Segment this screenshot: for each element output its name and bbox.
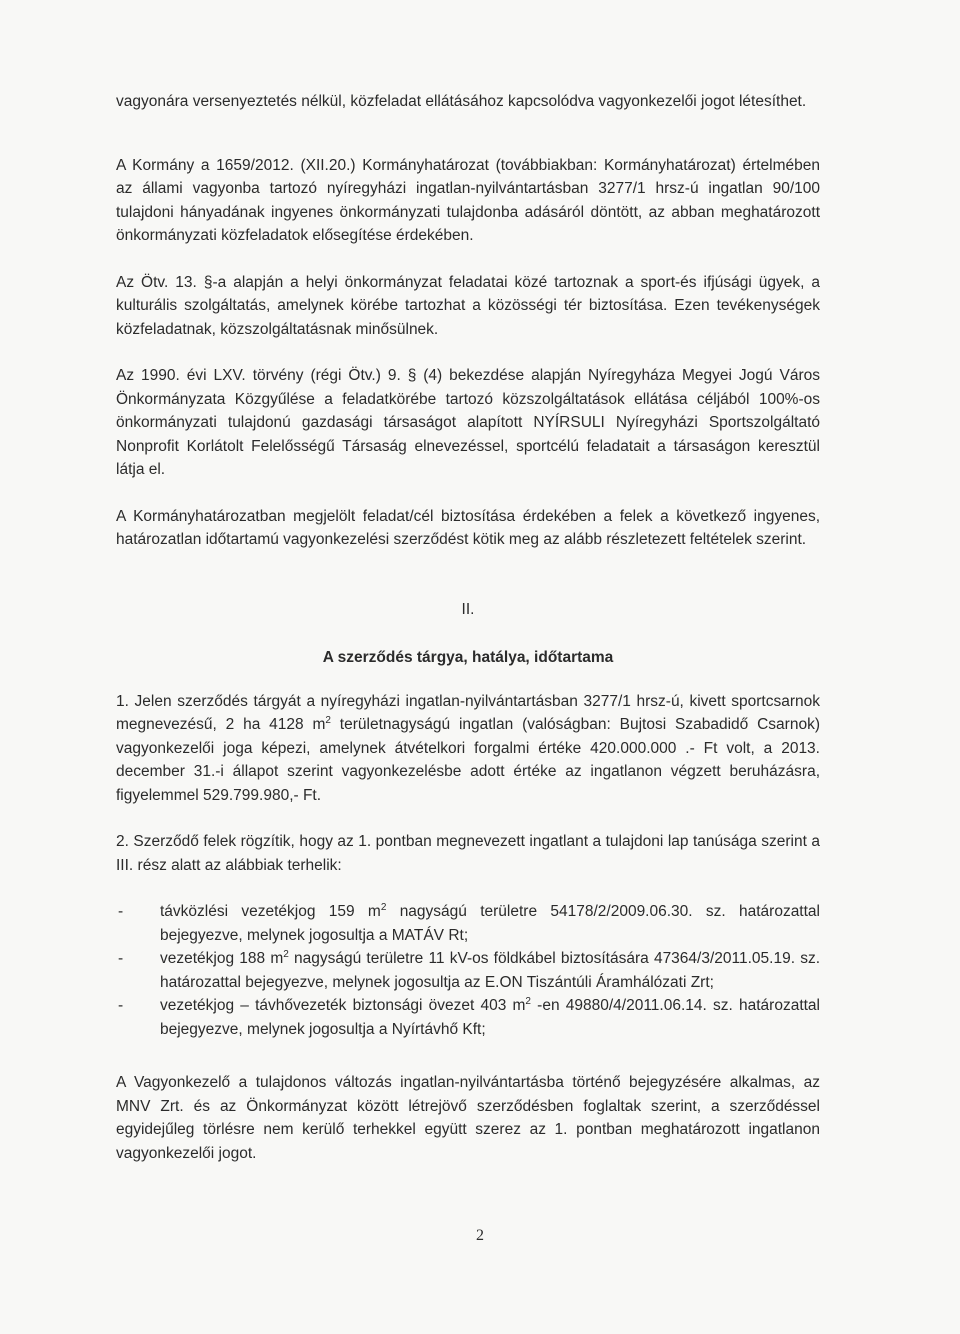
clause-1-sup: 2 xyxy=(325,714,331,726)
paragraph-intro: vagyonára versenyeztetés nélkül, közfeladat ellátásához kapcsolódva vagyonkezelői jogot létesíthet. xyxy=(116,93,807,110)
list-dash: - xyxy=(118,903,124,920)
paragraph-1990-law: Az 1990. évi LXV. törvény (régi Ötv.) 9. § (4) bekezdése alapján Nyíregyháza Megyei Jogú Város Önkormányzata Közgyűlése a feladatkörébe tartozó közszolgáltatások ellátása céljából 100%-os önkormányzati tulajdonú gazdasági társaságot alapított NYÍRSULI Nyíregyházi Sportszolgáltató Nonprofit Korlátolt Felelősségű Társaság elnevezéssel, sportcélú feladatait a társaságon keresztül látja el. xyxy=(116,367,820,478)
list-item: - vezetékjog – távhővezeték biztonsági övezet 403 $m^2$ -en 49880/4/2011.06.14. sz. határozattal bejegyezve, melynek jogosultja a Nyírtávhő Kft; xyxy=(118,995,821,1038)
list-item: - távközlési vezetékjog 159 $m^2$ nagyságú területre 54178/2/2009.06.30. sz. határozattal bejegyezve, melynek jogosultja a MATÁV Rt; xyxy=(118,901,820,944)
paragraph-otv-13: Az Ötv. 13. §-a alapján a helyi önkormányzat feladatai közé tartoznak a sport-és ifjúsági ügyek, a kulturális szolgáltatás, amelynek körébe tartozhat a közösségi tér biztosítása. Ezen tevékenységek közfeladatnak, közszolgáltatásnak minősülnek. xyxy=(116,273,820,338)
clause-1 xyxy=(116,690,820,808)
page-number: 2 xyxy=(476,1227,484,1244)
clause-1-text-b: területnagyságú ingatlan (valóságban: Bujtosi Szabadidő Csarnok) vagyonkezelői joga képezi, amelynek átvételkori forgalmi értéke 420.000.000 .- Ft volt, a 2013. december 31.-i állapot szerint vagyonkezelésbe adott értéke az ingatlanon végzett beruházásra, figyelemmel 529.799.980,- Ft. xyxy=(116,716,820,804)
clause-2: 2. Szerződő felek rögzítik, hogy az 1. pontban megnevezett ingatlant a tulajdoni lap tanúsága szerint a III. rész alatt az alábbiak terhelik: xyxy=(116,833,820,874)
list-item: - vezetékjog 188 $m^2$ nagyságú területre 11 kV-os földkábel biztosítására 47364/3/2011.05.19. sz. határozattal bejegyezve, melynek jogosultja az E.ON Tiszántúli Áramhálózati Zrt; xyxy=(118,948,820,991)
list-dash: - xyxy=(118,950,124,967)
clause-1-text-a: 1. Jelen szerződés tárgyát a nyíregyházi ingatlan-nyilvántartásban 3277/1 hrsz-ú, kivett sportcsarnok megnevezésű, 2 ha 4128 m xyxy=(116,692,820,733)
section-title: A szerződés tárgya, hatálya, időtartama xyxy=(322,649,614,666)
list-dash: - xyxy=(118,997,124,1014)
section-number: II. xyxy=(461,600,475,618)
encumbrance-list xyxy=(116,900,820,1041)
paragraph-closing: A Vagyonkezelő a tulajdonos változás ingatlan-nyilvántartásba történő bejegyzésére alkalmas, az MNV Zrt. és az Önkormányzat között létrejövő szerződésben foglaltak szerint, a szerződéssel egyidejűleg törlésre nem kerülő terhekkel együtt szerez az 1. pontban meghatározott ingatlanon vagyonkezelői jogot. xyxy=(116,1074,820,1162)
paragraph-government-decision: A Kormány a 1659/2012. (XII.20.) Kormányhatározat (továbbiakban: Kormányhatározat) értelmében az állami vagyonba tartozó nyíregyházi ingatlan-nyilvántartásban 3277/1 hrsz-ú ingatlan 90/100 tulajdoni hányadának ingyenes önkormányzati tulajdonba adásáról döntött, az abban meghatározott önkormányzati közfeladatok elősegítése érdekében. xyxy=(116,156,820,244)
paragraph-agreement-purpose: A Kormányhatározatban megjelölt feladat/cél biztosítása érdekében a felek a következő ingyenes, határozatlan időtartamú vagyonkezelési szerződést kötik meg az alább részletezett feltételek szerint. xyxy=(116,507,820,548)
